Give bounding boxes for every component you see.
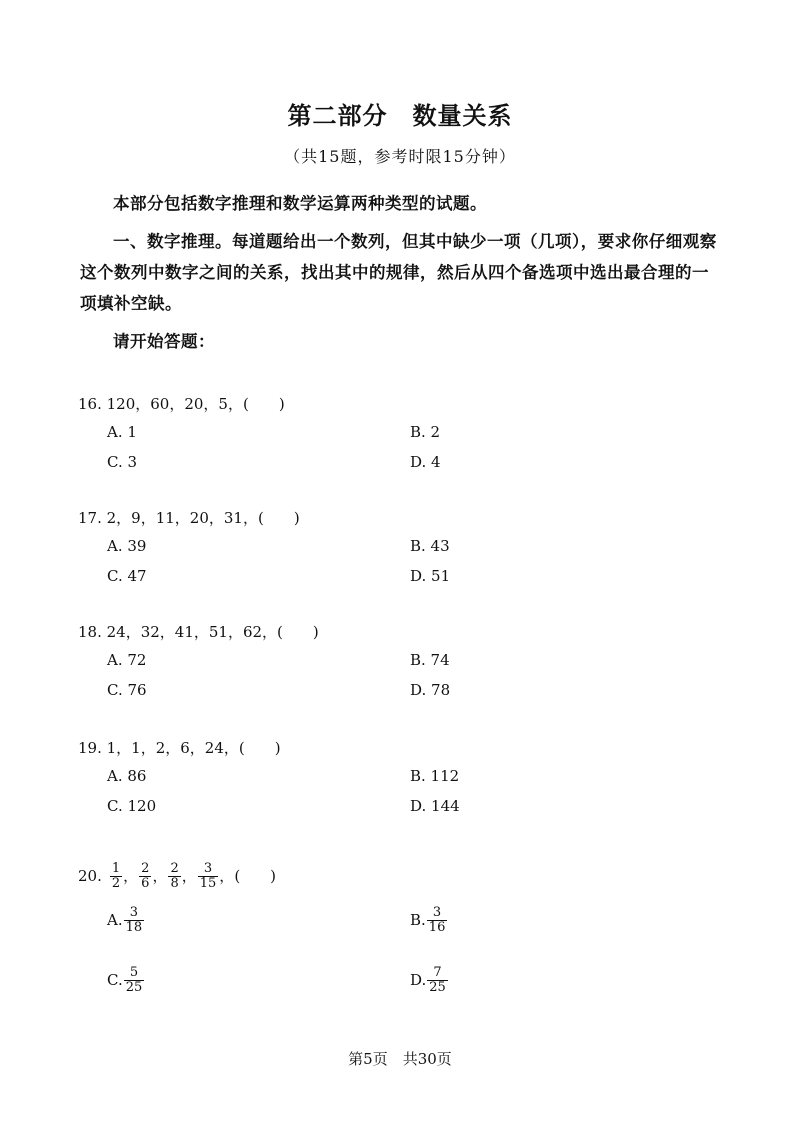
option-a: [107, 900, 145, 940]
question-19: [78, 736, 718, 820]
fraction-numerator: 2: [141, 860, 150, 876]
option-a: A. 1: [107, 423, 137, 441]
sequence-fraction: [110, 862, 122, 891]
option-letter: C.: [107, 971, 123, 989]
option-b: B. 2: [410, 423, 441, 441]
fraction-numerator: 3: [124, 906, 145, 921]
option-fraction: [427, 966, 448, 995]
fraction-denominator: 16: [428, 919, 446, 935]
question-stem: 18. 24，32，41，51，62，( ): [78, 623, 319, 641]
question-number: 20.: [78, 867, 102, 885]
option-c: C. 120: [107, 797, 157, 815]
sequence-fraction: [168, 862, 180, 891]
question-options: [78, 760, 718, 820]
fraction-numerator: 3: [198, 862, 219, 877]
separator-comma: ，: [181, 867, 197, 885]
page-footer: 第5页 共30页: [348, 1050, 452, 1068]
question-options: [78, 530, 718, 590]
question-16: [78, 392, 718, 476]
separator-comma: ，: [219, 867, 235, 885]
intro-paragraph-2: 一、数字推理。每道题给出一个数列，但其中缺少一项（几项），要求你仔细观察这个数列中数字之间的关系，找出其中的规律，然后从四个备选项中选出最合理的一项填补空缺。: [80, 232, 717, 313]
fraction-numerator: 2: [170, 860, 179, 876]
fraction-numerator: 5: [124, 966, 145, 981]
question-options: [78, 416, 718, 476]
page-title: 第二部分 数量关系: [287, 102, 513, 130]
question-stem: [78, 856, 718, 896]
question-options: [78, 644, 718, 704]
fraction-denominator: 15: [199, 875, 217, 891]
fraction-denominator: 25: [429, 979, 446, 995]
option-d: D. 51: [410, 567, 451, 585]
fraction-denominator: 25: [125, 979, 143, 995]
option-fraction: [124, 906, 145, 935]
option-c: [107, 960, 145, 1000]
question-stem: 17. 2，9，11，20，31，( ): [78, 509, 300, 527]
fraction-denominator: 8: [170, 875, 179, 891]
page-subtitle: （共15题，参考时限15分钟）: [284, 147, 516, 166]
fraction-numerator: 1: [111, 860, 121, 876]
fraction-denominator: 18: [125, 919, 143, 935]
question-stem: 16. 120，60，20，5，( ): [78, 395, 285, 413]
question-17: [78, 506, 718, 590]
option-c: C. 76: [107, 681, 147, 699]
option-d: [410, 960, 449, 1000]
option-b: B. 43: [410, 537, 450, 555]
option-d: D. 78: [410, 681, 451, 699]
intro-paragraph-3: 请开始答题：: [113, 332, 215, 351]
sequence-fraction: [198, 862, 219, 891]
fraction-numerator: 3: [427, 906, 448, 921]
option-d: D. 144: [410, 797, 460, 815]
question-options: [78, 896, 718, 1016]
fraction-numerator: 7: [427, 966, 448, 981]
sequence-fraction: [139, 862, 151, 891]
option-a: A. 72: [107, 651, 147, 669]
option-letter: B.: [410, 911, 426, 929]
fraction-denominator: 6: [141, 875, 150, 891]
separator-comma: ，: [152, 867, 168, 885]
question-stem: 19. 1，1，2，6，24，( ): [78, 739, 281, 757]
question-18: [78, 620, 718, 704]
separator-comma: ，: [123, 867, 139, 885]
fraction-denominator: 2: [111, 875, 121, 891]
option-c: C. 3: [107, 453, 138, 471]
option-fraction: [124, 966, 145, 995]
option-c: C. 47: [107, 567, 147, 585]
intro-paragraph-1: 本部分包括数字推理和数学运算两种类型的试题。: [113, 194, 487, 213]
option-a: A. 86: [107, 767, 147, 785]
option-b: B. 74: [410, 651, 450, 669]
option-letter: A.: [107, 911, 123, 929]
option-a: A. 39: [107, 537, 147, 555]
answer-blank: ( ): [234, 867, 277, 885]
question-20: [78, 856, 718, 1016]
option-letter: D.: [410, 971, 427, 989]
option-fraction: [427, 906, 448, 935]
option-b: [410, 900, 448, 940]
option-b: B. 112: [410, 767, 460, 785]
option-d: D. 4: [410, 453, 441, 471]
